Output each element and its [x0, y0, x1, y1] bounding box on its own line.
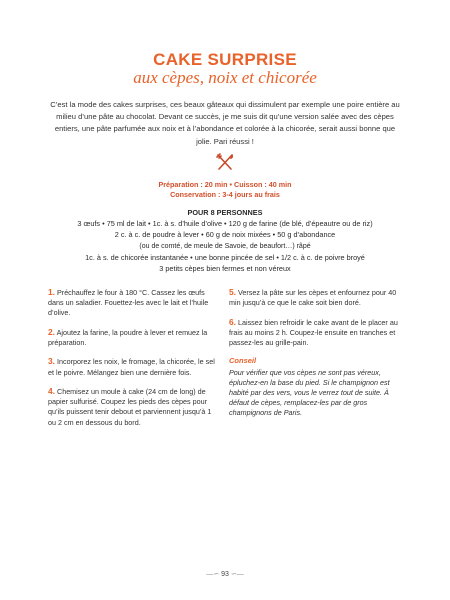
recipe-subtitle: aux cèpes, noix et chicorée [133, 68, 317, 87]
ingredient-line: 3 petits cèpes bien fermes et non véreux [159, 264, 291, 274]
intro-paragraph: C’est la mode des cakes surprises, ces beaux gâteaux qui dissimulent par exemple une poire entière au milieu d’une pâte au chocolat. Devant ce succès, je me suis dit qu’une version salée avec des cèpes entiers, une pâte parfumée aux noix et à l’abondance et colorée à la chicorée, serait aussi bonne que jolie. Pari réussi ! [50, 100, 400, 146]
step-5: 5. Versez la pâte sur les cèpes et enfournez pour 40 min jusqu’à ce que le cake soit bien doré. [229, 287, 397, 308]
storage-info: Conservation : 3-4 jours au frais [170, 189, 280, 199]
steps-right-column [229, 287, 402, 419]
page-number [0, 570, 450, 578]
step-4: 4. Chemisez un moule à cake (24 cm de long) de papier sulfurisé. Coupez les pieds des cèpes pour qu’ils puissent tenir debout et parviennent jusqu’à 1 ou 2 cm en dessous du bord. [48, 385, 212, 427]
recipe-title: CAKE SURPRISE [153, 50, 297, 69]
step-6: 6. Laissez bien refroidir le cake avant de le placer au frais au moins 2 h. Coupez-le ensuite en tranches et passez-les au grille-pain. [229, 316, 398, 347]
step-1: 1. Préchauffez le four à 180 °C. Cassez les œufs dans un saladier. Fouettez-les avec le lait et l’huile d’olive. [48, 287, 209, 318]
ingredient-line: 1c. à s. de chicorée instantanée • une bonne pincée de sel • 1/2 c. à c. de poivre broyé [85, 252, 365, 262]
tip-text: Pour vérifier que vos cèpes ne sont pas véreux, épluchez-en la base du pied. Si le champignon est habité par des vers, vous le verrez tout de suite. À défaut de cèpes, remplacez-les par de gros champignons de Paris. [229, 367, 390, 418]
tip-box [229, 356, 402, 418]
steps-left-column [48, 287, 221, 436]
prep-info [0, 180, 450, 199]
servings-heading: POUR 8 PERSONNES [187, 208, 263, 217]
page-number-value: 93 [221, 571, 229, 578]
prep-cook-time: Préparation : 20 min • Cuisson : 40 min [158, 180, 292, 189]
ornament-right-icon: ∽— [230, 571, 244, 578]
tip-title: Conseil [229, 356, 257, 366]
step-3: 3. Incorporez les noix, le fromage, la chicorée, le sel et le poivre. Mélangez bien une dernière fois. [48, 356, 215, 377]
ingredient-line: 3 œufs • 75 ml de lait • 1c. à s. d’huile d’olive • 120 g de farine (de blé, d’épeautre ou de riz) [77, 219, 373, 229]
ornament-left-icon: —∽ [206, 571, 220, 578]
ingredients-block [30, 207, 420, 274]
ingredient-line: 2 c. à c. de poudre à lever • 60 g de noix mixées • 50 g d’abondance [114, 230, 336, 240]
fork-knife-icon [214, 151, 236, 173]
ingredient-line: (ou de comté, de meule de Savoie, de beaufort…) râpé [139, 242, 311, 250]
step-2: 2. Ajoutez la farine, la poudre à lever et remuez la préparation. [48, 326, 208, 347]
